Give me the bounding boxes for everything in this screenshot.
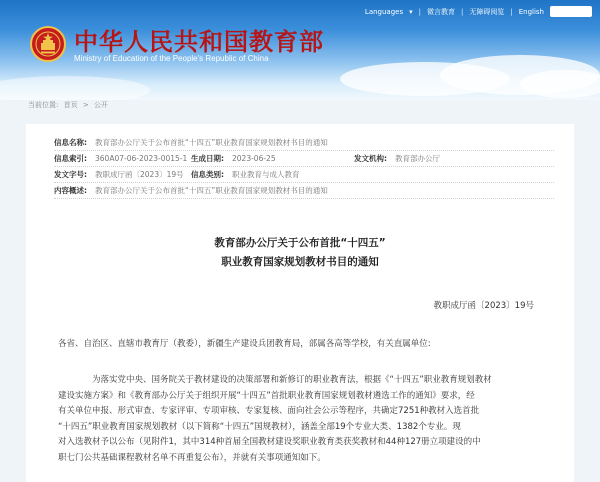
- nav-separator: |: [510, 7, 513, 16]
- nav-english[interactable]: English: [518, 7, 544, 16]
- document-title-line1: 教育部办公厅关于公布首批“十四五”: [214, 237, 386, 249]
- breadcrumb-prefix: 当前位置:: [28, 101, 59, 109]
- info-value: 教育部办公厅: [395, 154, 440, 163]
- body-line: 为落实党中央、国务院关于教材建设的决策部署和新修订的职业教育法，根据《“十四五”职业教育规划教材: [92, 375, 492, 385]
- info-value: 教育部办公厅关于公布首批“十四五”职业教育国家规划教材书目的通知: [95, 186, 328, 195]
- document-title-line2: 职业教育国家规划教材书目的通知: [221, 256, 379, 268]
- breadcrumb: [28, 100, 111, 110]
- document-body: [58, 373, 554, 467]
- info-label: 信息索引:: [54, 154, 87, 163]
- info-table: [54, 135, 554, 199]
- breadcrumb-separator: >: [82, 101, 89, 109]
- nav-weiyan[interactable]: 微言教育: [427, 7, 455, 16]
- info-value: 职业教育与成人教育: [232, 170, 300, 179]
- breadcrumb-home[interactable]: 首页: [63, 101, 78, 109]
- chevron-down-icon[interactable]: ▾: [409, 7, 413, 16]
- site-header: [0, 0, 600, 100]
- info-row-docno: [54, 167, 554, 183]
- search-input[interactable]: [550, 6, 592, 17]
- site-subtitle: Ministry of Education of the People's Republic of China: [74, 54, 269, 63]
- body-line: 建设实施方案》和《教育部办公厅关于组织开展“十四五”首批职业教育国家规划教材遴选工作的通知》要求，经: [58, 390, 475, 401]
- body-line: “十四五”职业教育国家规划教材（以下简称“十四五”国规教材），涵盖全部19个专业大类、1382个专业。现: [58, 421, 461, 432]
- info-label: 信息类别:: [191, 170, 224, 179]
- cloud-decoration: [520, 70, 600, 98]
- info-value: 教育部办公厅关于公布首批“十四五”职业教育国家规划教材书目的通知: [95, 138, 328, 147]
- info-label: 信息名称:: [54, 138, 87, 147]
- nav-languages[interactable]: Languages: [364, 7, 404, 16]
- info-label: 发文机构:: [354, 154, 387, 163]
- national-emblem-icon: [30, 26, 66, 62]
- body-line: 有关单位申报、形式审查、专家评审、专项审核、专家复核、面向社会公示等程序，共确定7251种教材入选首批: [58, 406, 480, 417]
- body-line: 对入选教材予以公布（见附件1，其中314种首届全国教材建设奖职业教育类获奖教材和44种127册立项建设的中: [58, 437, 481, 448]
- site-title[interactable]: 中华人民共和国教育部: [74, 28, 324, 56]
- info-value: 教职成厅函〔2023〕19号: [95, 170, 184, 179]
- nav-separator: |: [461, 7, 464, 16]
- top-nav: [359, 6, 592, 17]
- document-addressee: 各省、自治区、直辖市教育厅（教委），新疆生产建设兵团教育局，部属各高等学校，有关直属单位:: [58, 339, 431, 349]
- nav-accessibility[interactable]: 无障碍阅览: [469, 7, 505, 16]
- info-label: 内容概述:: [54, 186, 87, 195]
- info-row-index: [54, 151, 554, 167]
- body-line: 职七门公共基础课程教材名单不再重复公布），并就有关事项通知如下。: [58, 452, 326, 463]
- info-value: 2023-06-25: [232, 154, 276, 163]
- info-row-summary: [54, 183, 554, 199]
- info-label: 生成日期:: [191, 154, 224, 163]
- document-number: 教职成厅函〔2023〕19号: [433, 301, 534, 311]
- info-row-name: [54, 135, 554, 151]
- info-label: 发文字号:: [54, 170, 87, 179]
- breadcrumb-public[interactable]: 公开: [93, 101, 108, 109]
- info-value: 360A07-06-2023-0015-1: [95, 154, 188, 163]
- cloud-decoration: [0, 76, 150, 100]
- nav-separator: |: [418, 7, 421, 16]
